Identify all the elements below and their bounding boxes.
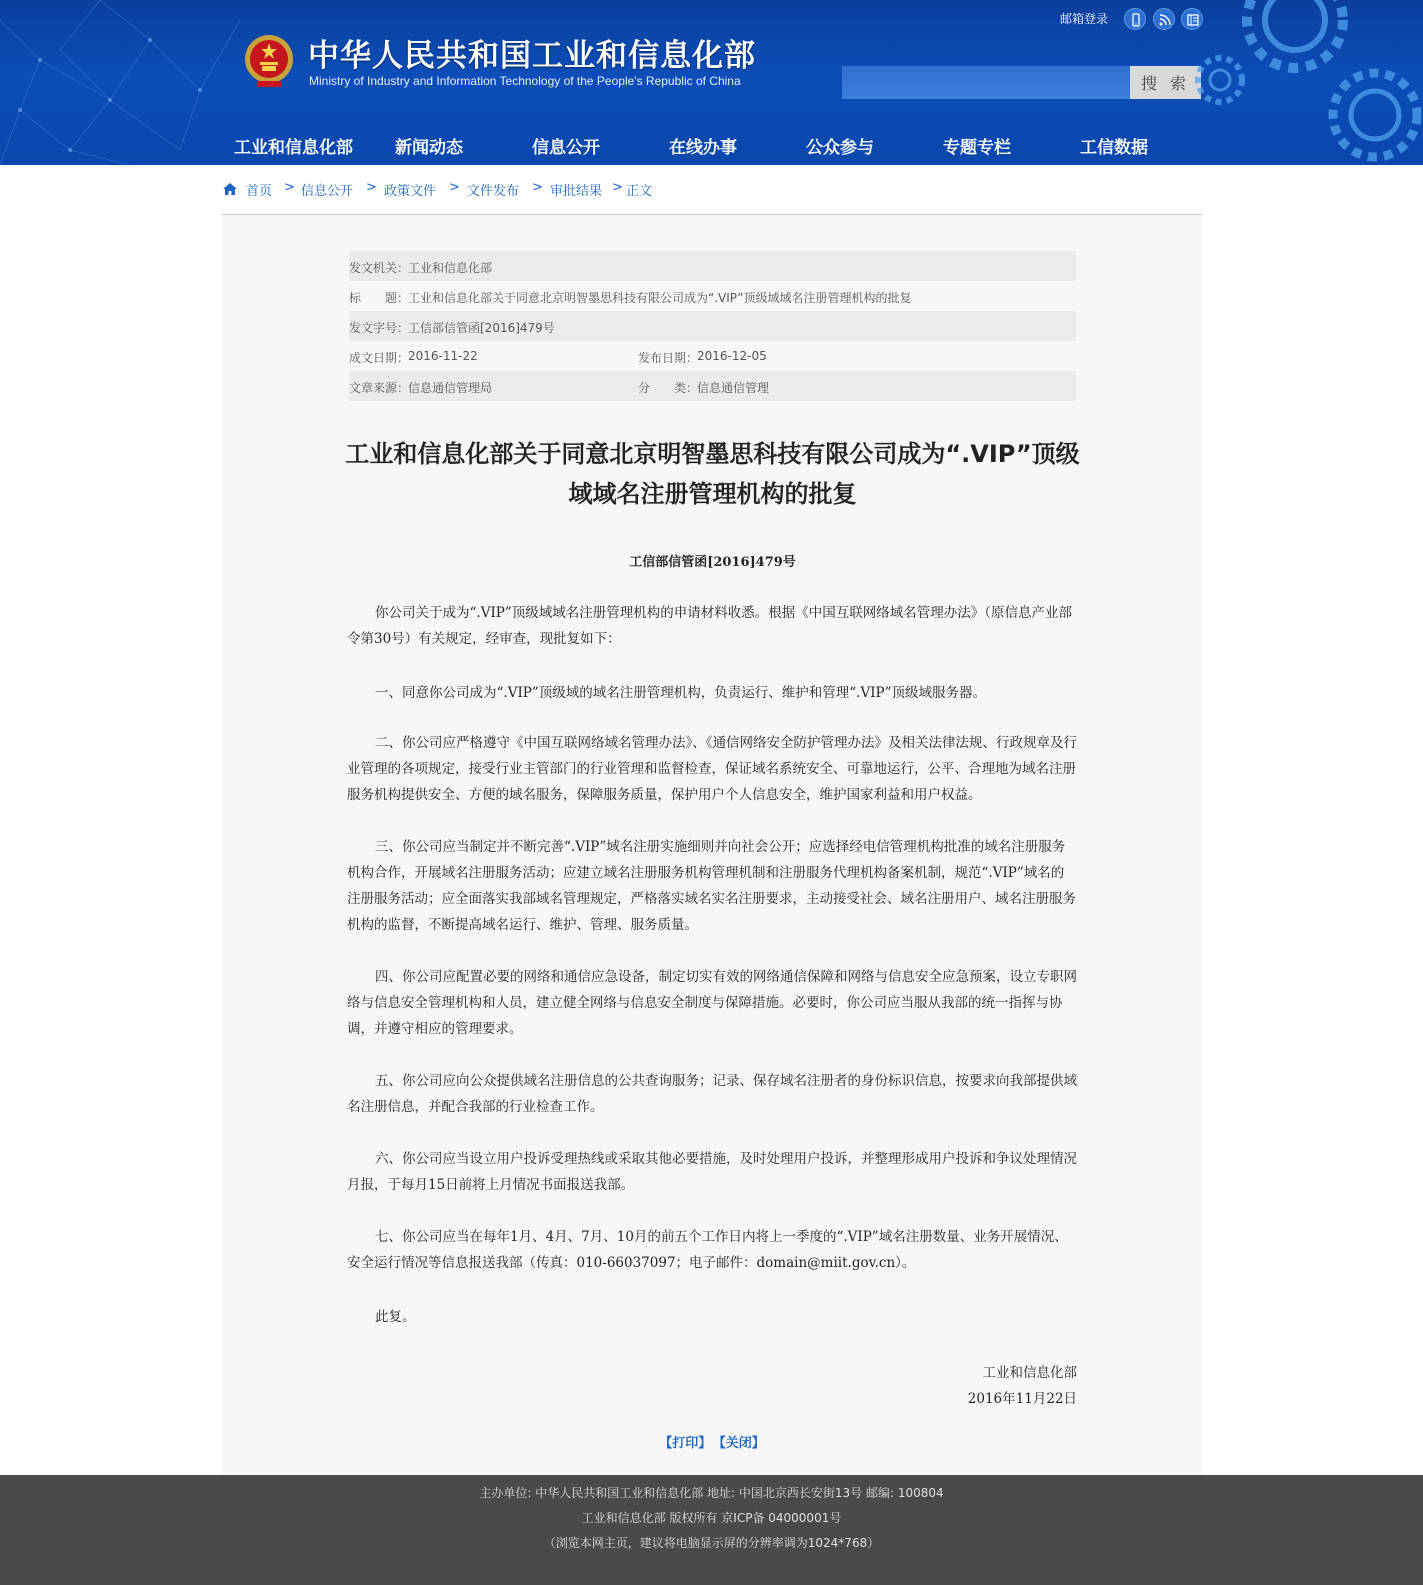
nav-item-news[interactable]: 新闻动态: [395, 138, 463, 158]
breadcrumb-policy-docs[interactable]: 政策文件: [384, 184, 437, 199]
meta-title: 工业和信息化部关于同意北京明智墨思科技有限公司成为“.VIP”顶级域域名注册管理机构的批复: [408, 291, 912, 305]
meta-label: 文章来源：: [349, 381, 410, 395]
meta-source: 信息通信管理局: [408, 381, 493, 395]
breadcrumb-separator: >: [532, 180, 543, 195]
search-input[interactable]: [842, 66, 1130, 99]
site-title: 中华人民共和国工业和信息化部: [308, 38, 756, 74]
meta-label: 发文机关：: [349, 261, 410, 275]
article-paragraph: 五、你公司应向公众提供域名注册信息的公共查询服务；记录、保存域名注册者的身份标识信息，按要求向我部提供域名注册信息，并配合我部的行业检查工作。: [347, 1073, 1077, 1115]
breadcrumb-separator: >: [612, 180, 623, 195]
article-paragraph: 二、你公司应严格遵守《中国互联网络域名管理办法》、《通信网络安全防护管理办法》及相关法律法规、行政规章及行业管理的各项规定，接受行业主管部门的行业管理和监督检查，保证域名系统安全、可靠地运行，公平、合理地为域名注册服务机构提供安全、方便的域名服务，保障服务质量，保护用户个人信息安全，维护国家利益和用户权益。: [347, 735, 1077, 803]
signature-block: [860, 1360, 1077, 1412]
meta-row-issuer: [349, 251, 1076, 281]
meta-label: 发文字号：: [349, 321, 410, 335]
footer-sponsor: 主办单位: 中华人民共和国工业和信息化部 地址: 中国北京西长安街13号 邮编: 100804: [479, 1486, 944, 1500]
article-paragraph: 此复。: [375, 1309, 416, 1325]
meta-label: 标 题：: [349, 291, 410, 305]
breadcrumb-separator: >: [449, 180, 460, 195]
site-header: [0, 0, 1423, 165]
nav-item-special-topics[interactable]: 专题专栏: [943, 138, 1011, 158]
home-icon[interactable]: [222, 182, 238, 196]
breadcrumb-file-release[interactable]: 文件发布: [467, 184, 520, 199]
breadcrumb-approval-results[interactable]: 审批结果: [550, 184, 603, 199]
nav-item-ministry[interactable]: 工业和信息化部: [234, 138, 353, 158]
meta-label: 发布日期：: [638, 351, 699, 365]
document-actions: [222, 1432, 1202, 1451]
search-button[interactable]: 搜 索: [1130, 66, 1201, 99]
meta-published-date: 2016-12-05: [697, 349, 767, 363]
breadcrumb-info-disclosure[interactable]: 信息公开: [301, 184, 354, 199]
meta-label: 分 类：: [638, 381, 699, 395]
mobile-icon[interactable]: [1124, 8, 1146, 30]
article-paragraph: 三、你公司应当制定并不断完善“.VIP”域名注册实施细则并向社会公开；应选择经电信管理机构批准的域名注册服务机构合作，开展域名注册服务活动；应建立域名注册服务机构管理机制和注册服务代理机构备案机制，规范“.VIP”域名的注册服务活动；应全面落实我部域名管理规定，严格落实域名实名注册要求，主动接受社会、域名注册用户、域名注册服务机构的监督，不断提高域名运行、维护、管理、服务质量。: [347, 839, 1076, 933]
nav-item-data[interactable]: 工信数据: [1080, 138, 1148, 158]
document-number: 工信部信管函[2016]479号: [629, 555, 796, 570]
rss-icon[interactable]: [1153, 8, 1175, 30]
meta-row-source: [349, 371, 1076, 401]
breadcrumb-separator: >: [284, 180, 295, 195]
article-paragraph: 四、你公司应配置必要的网络和通信应急设备，制定切实有效的网络通信保障和网络与信息安全应急预案，设立专职网络与信息安全管理机构和人员，建立健全网络与信息安全制度与保障措施。必要时，你公司应当服从我部的统一指挥与协调，并遵守相应的管理要求。: [347, 969, 1077, 1037]
article-paragraph: 一、同意你公司成为“.VIP”顶级域的域名注册管理机构，负责运行、维护和管理“.VIP”顶级域服务器。: [375, 685, 987, 701]
signature-date: 2016年11月22日: [967, 1391, 1077, 1407]
meta-category: 信息通信管理: [697, 381, 770, 395]
close-button[interactable]: 【关闭】: [719, 1436, 765, 1451]
emblem-icon: [243, 33, 295, 89]
signature-org: 工业和信息化部: [982, 1365, 1077, 1381]
meta-row-doc-no: [349, 311, 1076, 341]
site-footer: [0, 1475, 1423, 1585]
print-button[interactable]: 【打印】: [659, 1436, 712, 1451]
meta-doc-no: 工信部信管函[2016]479号: [408, 321, 555, 335]
breadcrumb-current: 正文: [626, 184, 653, 199]
mail-login-link[interactable]: 邮箱登录: [1060, 12, 1109, 26]
breadcrumb-separator: >: [366, 180, 377, 195]
breadcrumb-home[interactable]: 首页: [246, 184, 273, 199]
article-paragraph: 七、你公司应当在每年1月、4月、7月、10月的前五个工作日内将上一季度的“.VIP”域名注册数量、业务开展情况、安全运行情况等信息报送我部（传真：010-66037097；电子邮件：domain@miit.gov.cn）。: [347, 1229, 1068, 1271]
article-paragraph: 六、你公司应当设立用户投诉受理热线或采取其他必要措施，及时处理用户投诉，并整理形成用户投诉和争议处理情况月报，于每月15日前将上月情况书面报送我部。: [347, 1151, 1077, 1193]
footer-resolution-note: （浏览本网主页，建议将电脑显示屏的分辨率调为1024*768）: [543, 1536, 880, 1550]
nav-item-online-service[interactable]: 在线办事: [669, 138, 737, 158]
breadcrumb: [222, 180, 1202, 200]
footer-copyright: 工业和信息化部 版权所有 京ICP备 04000001号: [581, 1511, 842, 1525]
main-nav: [0, 128, 1423, 165]
meta-row-title: [349, 281, 1076, 311]
meta-label: 成文日期：: [349, 351, 410, 365]
site-subtitle: Ministry of Industry and Information Technology of the People's Republic of China: [309, 74, 741, 88]
nav-item-public-participation[interactable]: 公众参与: [806, 138, 874, 158]
nav-item-info-disclosure[interactable]: 信息公开: [532, 138, 600, 158]
meta-created-date: 2016-11-22: [408, 349, 478, 363]
meta-issuer: 工业和信息化部: [408, 261, 493, 275]
article-paragraph: 你公司关于成为“.VIP”顶级域域名注册管理机构的申请材料收悉。根据《中国互联网络域名管理办法》（原信息产业部令第30号）有关规定，经审查，现批复如下：: [347, 605, 1073, 647]
meta-row-dates: [349, 341, 1076, 371]
document-title: 工业和信息化部关于同意北京明智墨思科技有限公司成为“.VIP”顶级域域名注册管理机构的批复: [345, 440, 1080, 508]
